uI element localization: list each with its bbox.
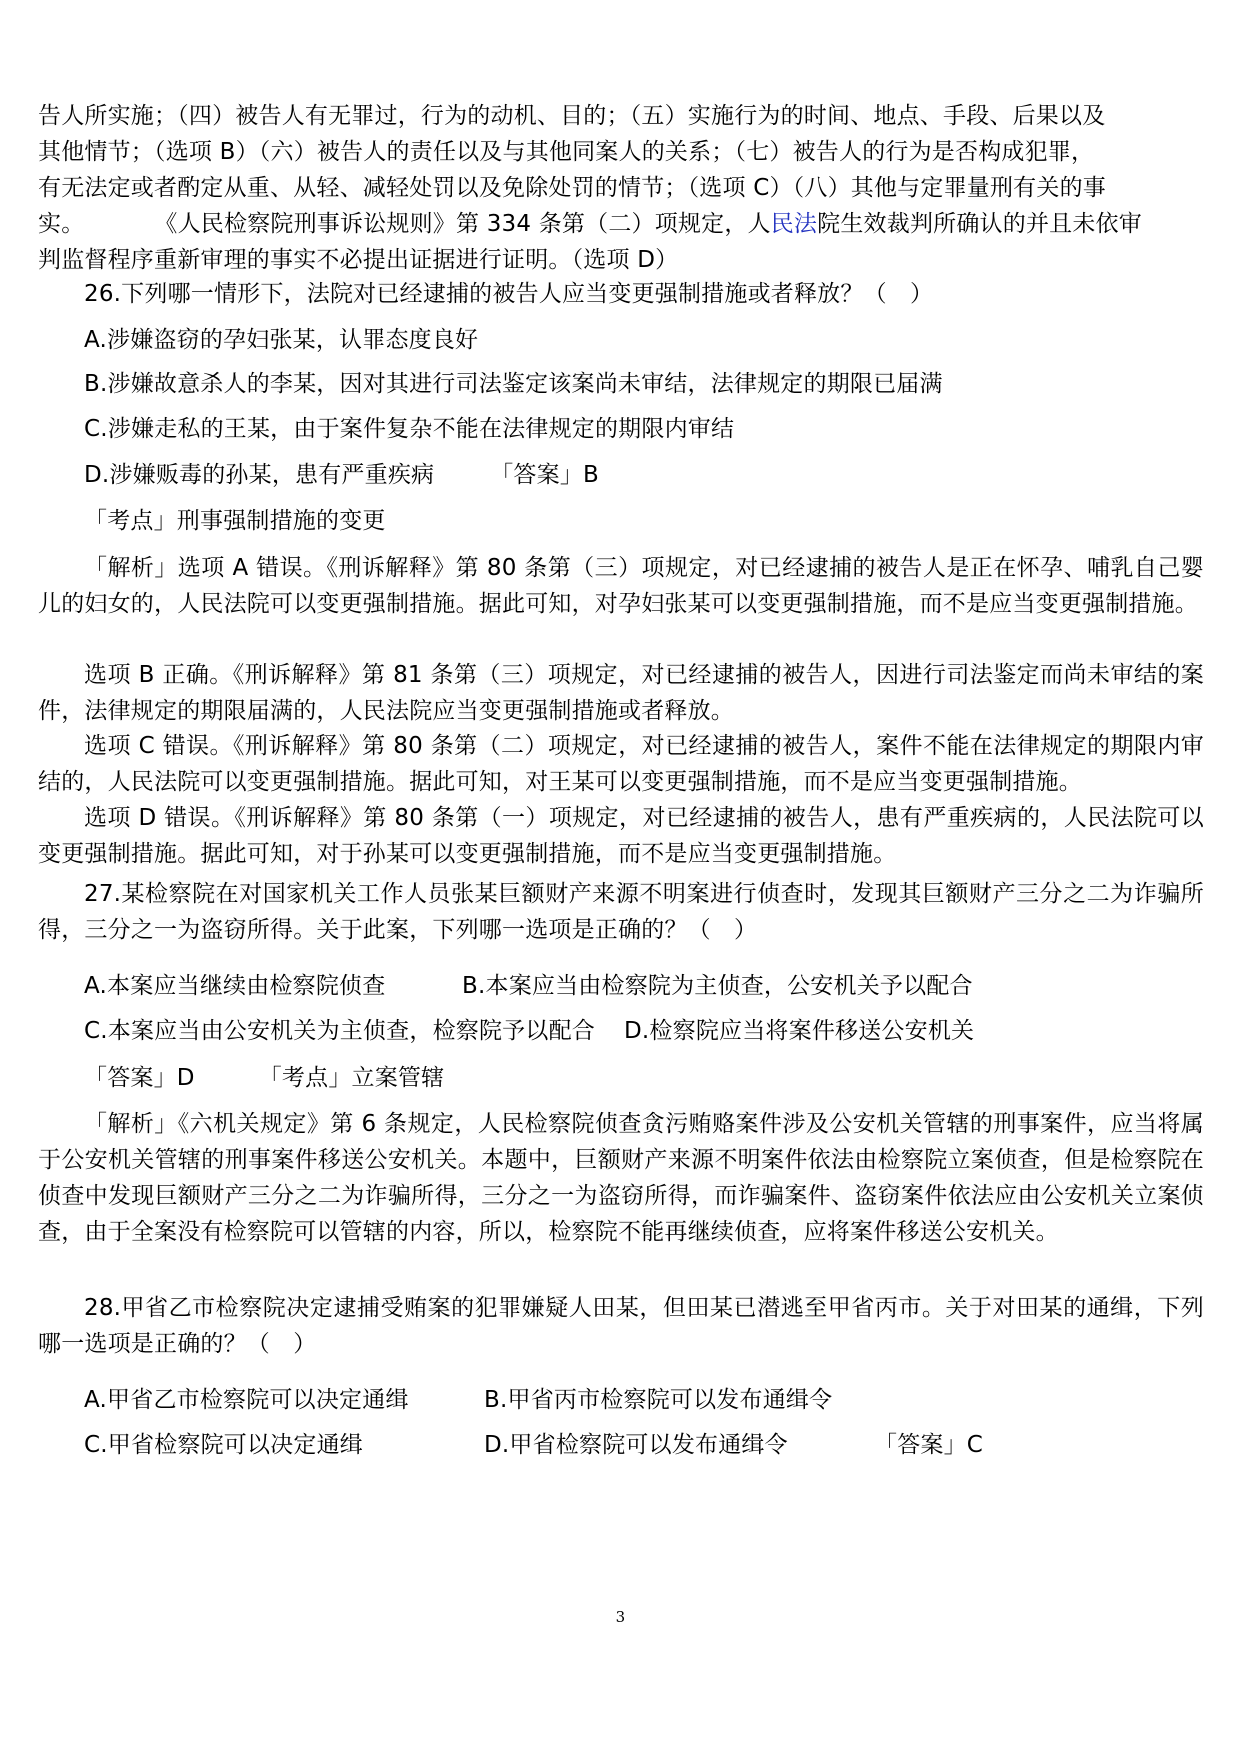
q27-point: 「考点」立案管辖 — [258, 1065, 445, 1091]
paragraph-continued: 告人所实施；（四）被告人有无罪过，行为的动机、目的；（五）实施行为的时间、地点、手段、后果以及 其他情节；（选项 B）（六）被告人的责任以及与其他同案人的关系；（七）被告人的行为是否构成犯罪， 有无法定或者酌定从重、从轻、减轻处罚以及免除处罚的情节；（选项 C）（八）其他与定罪量刑有关的事 实。 《人民检察院刑事诉讼规则》第 334 条第（二）项规定，人民法院生效裁判所确认的并且未依审 判监督程序重新审理的事实不必提出证据进行证明。（选项 D） — [38, 103, 1142, 273]
q28-option-a: A.甲省乙市检察院可以决定通缉 — [84, 1387, 409, 1413]
question-27: 27.某检察院在对国家机关工作人员张某巨额财产来源不明案进行侦查时，发现其巨额财产三分之二为诈骗所得，三分之一为盗窃所得。关于此案，下列哪一选项是正确的？（ ） — [38, 881, 1204, 943]
q26-option-c: C.涉嫌走私的王某，由于案件复杂不能在法律规定的期限内审结 — [84, 416, 735, 442]
q26-answer: 「答案」B — [490, 462, 600, 488]
q27-option-a: A.本案应当继续由检察院侦查 — [84, 973, 386, 999]
q28-option-b: B.甲省丙市检察院可以发布通缉令 — [484, 1387, 833, 1413]
q27-answer: 「答案」D — [84, 1065, 195, 1091]
question-28: 28.甲省乙市检察院决定逮捕受贿案的犯罪嫌疑人田某，但田某已潜逃至甲省丙市。关于对田某的通缉，下列哪一选项是正确的？（ ） — [38, 1295, 1204, 1357]
q26-analysis-4: 选项 D 错误。《刑诉解释》第 80 条第（一）项规定，对已经逮捕的被告人，患有严重疾病的，人民法院可以变更强制措施。据此可知，对于孙某可以变更强制措施，而不是应当变更强制措施。 — [38, 805, 1204, 867]
q27-analysis: 「解析」《六机关规定》第 6 条规定，人民检察院侦查贪污贿赂案件涉及公安机关管辖的刑事案件，应当将属于公安机关管辖的刑事案件移送公安机关。本题中，巨额财产来源不明案件依法由检察院立案侦查，但是检察院在侦查中发现巨额财产三分之二为诈骗所得，三分之一为盗窃所得，而诈骗案件、盗窃案件依法应由公安机关立案侦查，由于全案没有检察院可以管辖的内容，所以，检察院不能再继续侦查，应将案件移送公安机关。 — [38, 1111, 1204, 1245]
q27-option-d: D.检察院应当将案件移送公安机关 — [624, 1018, 975, 1044]
q26-analysis-1: 「解析」选项 A 错误。《刑诉解释》第 80 条第（三）项规定，对已经逮捕的被告人是正在怀孕、哺乳自己婴儿的妇女的，人民法院可以变更强制措施。据此可知，对孕妇张某可以变更强制措施，而不是应当变更强制措施。 — [38, 555, 1204, 617]
q27-options-row-2 — [84, 1013, 975, 1049]
hyperlink[interactable]: 民法 — [770, 211, 818, 237]
question-26: 26.下列哪一情形下，法院对已经逮捕的被告人应当变更强制措施或者释放？（ ） — [84, 281, 934, 307]
q28-options-row-1 — [84, 1382, 833, 1418]
q28-options-row-2 — [84, 1427, 984, 1463]
q28-option-d: D.甲省检察院可以发布通缉令 — [484, 1432, 788, 1458]
q27-option-b: B.本案应当由检察院为主侦查，公安机关予以配合 — [462, 973, 973, 999]
q27-options-row-1 — [84, 968, 973, 1004]
q26-point: 「考点」刑事强制措施的变更 — [84, 508, 386, 534]
page-number: 3 — [615, 1608, 626, 1626]
q28-option-c: C.甲省检察院可以决定通缉 — [84, 1432, 363, 1458]
q26-analysis-2: 选项 B 正确。《刑诉解释》第 81 条第（三）项规定，对已经逮捕的被告人，因进行司法鉴定而尚未审结的案件，法律规定的期限届满的，人民法院应当变更强制措施或者释放。 — [38, 662, 1204, 724]
q26-option-b: B.涉嫌故意杀人的李某，因对其进行司法鉴定该案尚未审结，法律规定的期限已届满 — [84, 371, 943, 397]
q28-answer: 「答案」C — [874, 1432, 984, 1458]
q27-answer-row — [84, 1060, 444, 1096]
q26-option-a: A.涉嫌盗窃的孕妇张某，认罪态度良好 — [84, 327, 479, 353]
q26-option-d: D.涉嫌贩毒的孙某，患有严重疾病 「答案」B — [84, 462, 600, 488]
q26-analysis-3: 选项 C 错误。《刑诉解释》第 80 条第（二）项规定，对已经逮捕的被告人，案件不能在法律规定的期限内审结的，人民法院可以变更强制措施。据此可知，对王某可以变更强制措施，而不是应当变更强制措施。 — [38, 733, 1204, 795]
q27-option-c: C.本案应当由公安机关为主侦查，检察院予以配合 — [84, 1018, 595, 1044]
